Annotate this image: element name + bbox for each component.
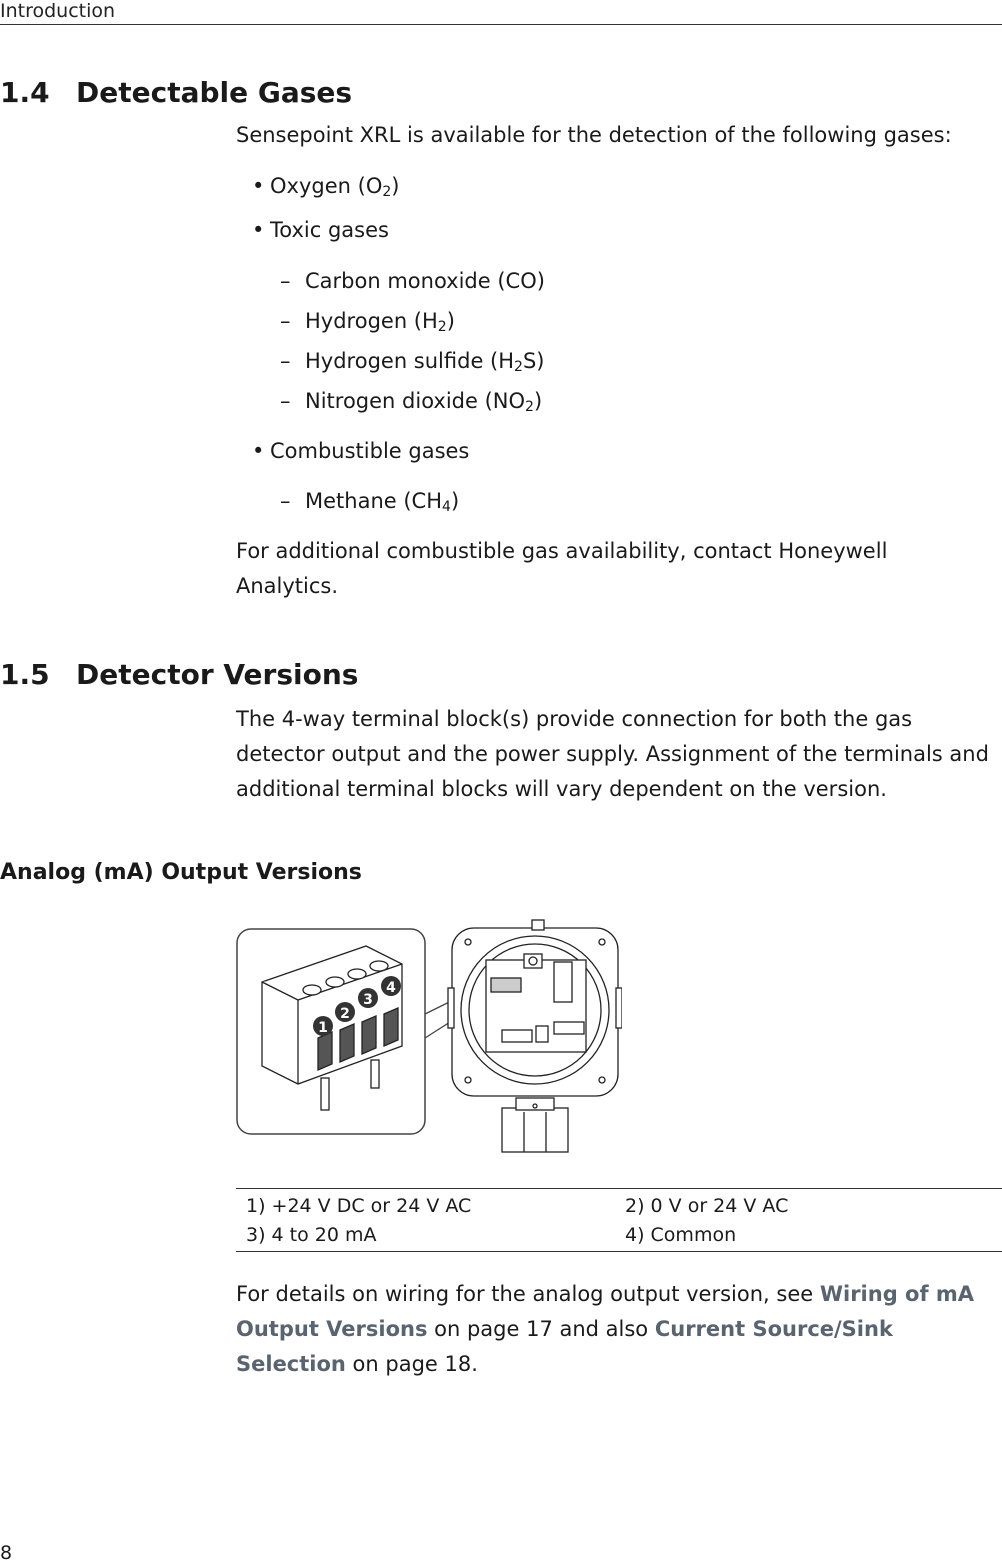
analog-output-subheading: Analog (mA) Output Versions — [0, 860, 362, 885]
list-item-methane: – Methane $(CH_4)$ — [280, 489, 460, 515]
bullet-dot: • — [252, 218, 265, 242]
combustible-note: For additional combustible gas availability, contact Honeywell Analytics. — [236, 539, 888, 598]
section-number: 1.4 — [0, 76, 50, 109]
legend-item-2: 2) 0 V or 24 V AC — [625, 1195, 789, 1217]
list-item-oxygen: • Oxygen $(O_2)$ — [252, 174, 400, 200]
terminal-label: 4 — [386, 980, 396, 996]
legend-row — [236, 1189, 1002, 1220]
versions-paragraph: The 4-way terminal block(s) provide connection for both the gas detector output and the power supply. Assignment of the terminals and additional terminal blocks will vary dependent on the version. — [236, 707, 989, 801]
link-current-source-sink[interactable]: Current Source/Sink Selection — [236, 1317, 893, 1376]
legend-item-4: 4) Common — [625, 1224, 737, 1246]
running-head: Introduction — [0, 0, 116, 22]
section-title: Detectable Gases — [76, 76, 353, 109]
legend-row — [236, 1220, 1002, 1251]
terminal-label: 1 — [318, 1020, 328, 1036]
section-heading-1-4 — [0, 76, 352, 109]
list-item-combustible-gases: • Combustible gases — [252, 439, 470, 463]
link-wiring-ma-output[interactable]: Wiring of mA Output Versions — [236, 1282, 975, 1341]
terminal-label: 2 — [340, 1006, 350, 1022]
section-title: Detector Versions — [76, 658, 359, 691]
legend-item-1: 1) +24 V DC or 24 V AC — [246, 1195, 472, 1217]
terminal-block-figure — [236, 918, 622, 1158]
list-item-nitrogen-dioxide: – Nitrogen dioxide $(NO_2)$ — [280, 389, 543, 415]
page-number: 8 — [0, 1542, 13, 1564]
legend-item-3: 3) 4 to 20 mA — [246, 1224, 377, 1246]
list-item-carbon-monoxide: – Carbon monoxide (CO) — [280, 269, 545, 293]
list-item-hydrogen: – Hydrogen $(H_2)$ — [280, 309, 455, 335]
terminal-legend-table — [236, 1188, 1002, 1252]
intro-paragraph: Sensepoint XRL is available for the detection of the following gases: — [236, 123, 952, 147]
bullet-dot: • — [252, 439, 265, 463]
list-item-hydrogen-sulfide: – Hydrogen sulfide $(H_2S)$ — [280, 349, 545, 375]
header-rule — [0, 24, 1002, 25]
list-item-toxic-gases: • Toxic gases — [252, 218, 389, 242]
section-number: 1.5 — [0, 658, 50, 691]
detector-housing-drawing — [448, 920, 622, 1152]
terminal-label: 3 — [363, 992, 373, 1008]
wiring-reference-paragraph: For details on wiring for the analog output version, see Wiring of mA Output Versions on page 17 and also Current Source/Sink Selection on page 18. — [236, 1282, 975, 1376]
bullet-dot: • — [252, 174, 265, 198]
section-heading-1-5 — [0, 658, 358, 691]
